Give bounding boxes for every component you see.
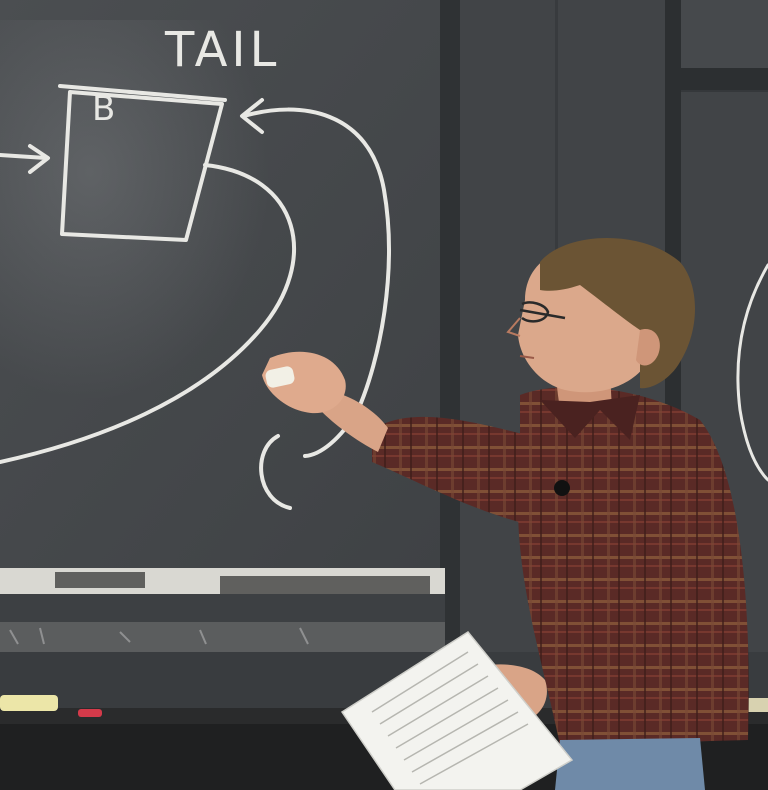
right-upper-board-edge [681,68,768,90]
tail-heading: TAIL [165,22,281,78]
lapel-microphone [554,480,570,496]
yellow-chalk-stick [0,695,58,711]
red-chalk-stick [78,709,102,717]
board-divider-frame [440,0,460,640]
panel-seam [555,0,558,260]
jeans [555,738,705,790]
node-label: B [92,89,116,129]
right-upper-board [681,0,768,70]
lower-board-strip [0,594,445,624]
lower-chalk-ledge [0,622,445,652]
